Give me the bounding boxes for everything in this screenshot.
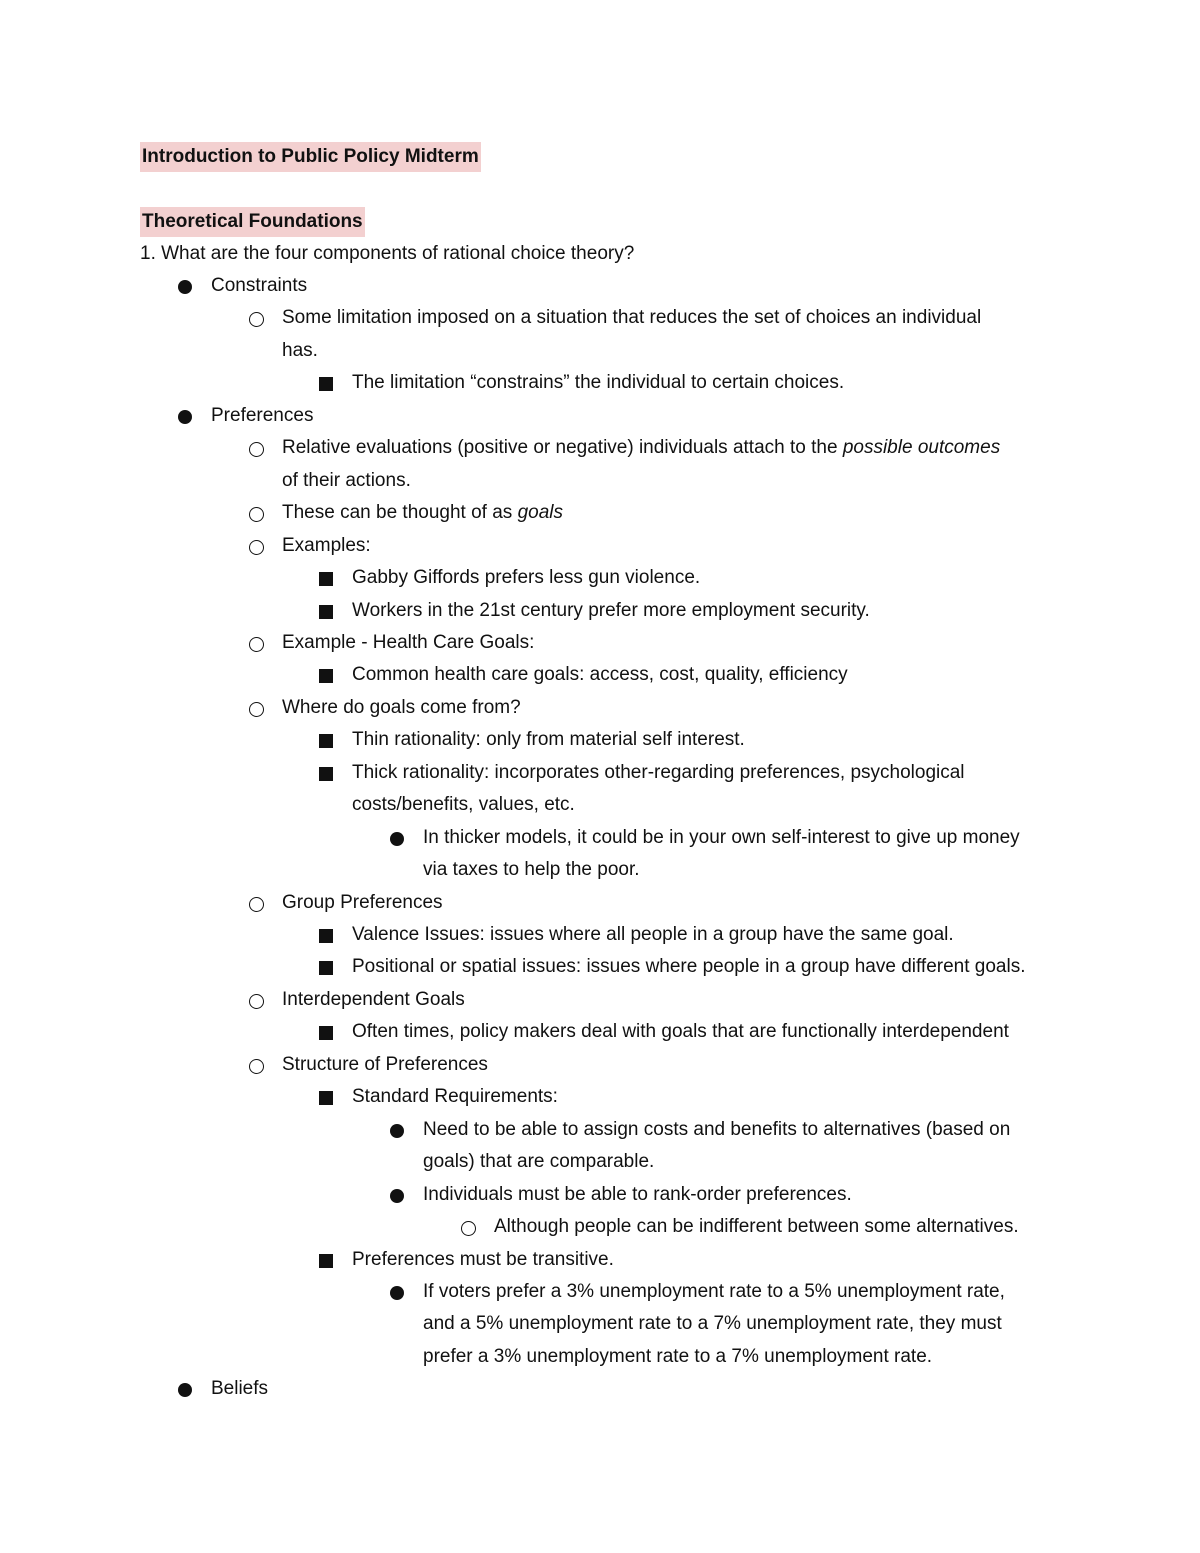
list-item-text: Group Preferences: [282, 891, 443, 913]
list-item-text: Example - Health Care Goals:: [282, 631, 535, 653]
list-item-text: Gabby Giffords prefers less gun violence.: [352, 567, 701, 589]
list-item-text: Constraints: [211, 275, 308, 296]
list-item-text: Valence Issues: issues where all people in a group have the same goal.: [352, 924, 954, 945]
list-item-text: Interdependent Goals: [282, 988, 465, 1010]
square-bullet-icon: [319, 734, 333, 748]
list-item-text: Relative evaluations (positive or negative) individuals attach to the: [282, 437, 843, 459]
list-item: [211, 272, 307, 300]
list-item-text: If voters prefer a 3% unemployment rate to a 5% unemployment rate,: [423, 1280, 1005, 1302]
document-title: Introduction to Public Policy Midterm: [140, 142, 481, 172]
list-item-italic-text: possible outcomes: [842, 437, 1001, 459]
list-item-text: goals) that are comparable.: [423, 1151, 655, 1173]
list-item: [352, 369, 844, 397]
list-item: [494, 1213, 1019, 1241]
square-bullet-icon: [319, 572, 333, 586]
list-item-text: Examples:: [282, 534, 371, 556]
list-item-text: Workers in the 21st century prefer more employment security.: [352, 599, 870, 621]
list-item: [352, 1083, 558, 1111]
list-item: [282, 434, 1000, 462]
list-item-text: prefer a 3% unemployment rate to a 7% unemployment rate.: [423, 1345, 933, 1367]
list-item-text: Structure of Preferences: [282, 1053, 488, 1075]
circle-bullet-icon: [461, 1221, 476, 1236]
list-item-continuation: [423, 1343, 932, 1371]
list-item-continuation: [282, 467, 411, 495]
list-item: [211, 1375, 268, 1403]
square-bullet-icon: [319, 669, 333, 683]
list-item-text: Where do goals come from?: [282, 696, 521, 718]
list-item-text: via taxes to help the poor.: [423, 859, 640, 881]
list-item: [282, 889, 443, 917]
circle-bullet-icon: [249, 702, 264, 717]
circle-bullet-icon: [249, 540, 264, 555]
list-item: [282, 304, 981, 332]
list-item-text: Positional or spatial issues: issues where people in a group have different goals.: [352, 956, 1026, 978]
list-item-text: and a 5% unemployment rate to a 7% unemployment rate, they must: [423, 1313, 1002, 1335]
list-item-text: has.: [282, 339, 318, 361]
circle-bullet-icon: [249, 312, 264, 327]
list-item: [352, 564, 700, 592]
circle-bullet-icon: [249, 507, 264, 522]
list-item: [352, 921, 954, 949]
list-item: [352, 661, 848, 689]
list-item-text: Often times, policy makers deal with goals that are functionally interdependent: [352, 1021, 1009, 1043]
list-item: [423, 824, 1020, 852]
question-text: 1. What are the four components of rational choice theory?: [140, 243, 635, 264]
square-bullet-icon: [319, 961, 333, 975]
list-item: [282, 629, 534, 657]
list-item-text: Preferences: [211, 404, 314, 426]
list-item-text: Need to be able to assign costs and benefits to alternatives (based on: [423, 1118, 1011, 1140]
square-bullet-icon: [319, 767, 333, 781]
disc-bullet-icon: [390, 1286, 404, 1300]
list-item-text: Some limitation imposed on a situation that reduces the set of choices an individual: [282, 307, 982, 329]
list-item: [352, 1018, 1009, 1046]
list-item: [352, 759, 965, 787]
list-item: [352, 953, 1026, 981]
list-item: [282, 1051, 488, 1079]
disc-bullet-icon: [178, 280, 192, 294]
list-item: [352, 726, 745, 754]
list-item-text: Individuals must be able to rank-order preferences.: [423, 1183, 852, 1205]
list-item-text: of their actions.: [282, 469, 411, 491]
list-item-continuation: [282, 337, 318, 365]
list-item-text: Beliefs: [211, 1378, 269, 1400]
section-heading: Theoretical Foundations: [140, 207, 365, 237]
disc-bullet-icon: [178, 410, 192, 424]
circle-bullet-icon: [249, 442, 264, 457]
list-item-continuation: [352, 791, 575, 819]
square-bullet-icon: [319, 377, 333, 391]
list-item: [282, 499, 563, 527]
circle-bullet-icon: [249, 994, 264, 1009]
list-item-continuation: [423, 1148, 654, 1176]
square-bullet-icon: [319, 929, 333, 943]
list-item: [352, 597, 870, 625]
list-item-text: These can be thought of as: [282, 502, 518, 524]
disc-bullet-icon: [390, 832, 404, 846]
list-item-text: Standard Requirements:: [352, 1086, 558, 1108]
list-item: [282, 986, 465, 1014]
list-item-continuation: [423, 1310, 1002, 1338]
list-item: [352, 1246, 614, 1274]
circle-bullet-icon: [249, 897, 264, 912]
list-item: [282, 532, 371, 560]
list-item-text: In thicker models, it could be in your own self-interest to give up money: [423, 826, 1020, 848]
list-item-text: Thin rationality: only from material self interest.: [352, 729, 745, 751]
square-bullet-icon: [319, 1254, 333, 1268]
list-item-continuation: [423, 856, 640, 884]
list-item-text: Common health care goals: access, cost, quality, efficiency: [352, 664, 848, 686]
list-item: [423, 1116, 1010, 1144]
list-item-text: costs/benefits, values, etc.: [352, 794, 575, 816]
square-bullet-icon: [319, 605, 333, 619]
square-bullet-icon: [319, 1026, 333, 1040]
list-item-text: Although people can be indifferent between some alternatives.: [494, 1216, 1019, 1238]
list-item: [423, 1181, 852, 1209]
list-item: [211, 402, 313, 430]
list-item-text: Preferences must be transitive.: [352, 1248, 614, 1270]
list-item-italic-text: goals: [517, 502, 563, 524]
circle-bullet-icon: [249, 637, 264, 652]
list-item: [423, 1278, 1005, 1306]
list-item: [282, 694, 521, 722]
disc-bullet-icon: [390, 1124, 404, 1138]
list-item-text: The limitation “constrains” the individual to certain choices.: [352, 372, 845, 394]
disc-bullet-icon: [178, 1383, 192, 1397]
square-bullet-icon: [319, 1091, 333, 1105]
disc-bullet-icon: [390, 1189, 404, 1203]
list-item-text: Thick rationality: incorporates other-regarding preferences, psychological: [352, 761, 965, 783]
circle-bullet-icon: [249, 1059, 264, 1074]
